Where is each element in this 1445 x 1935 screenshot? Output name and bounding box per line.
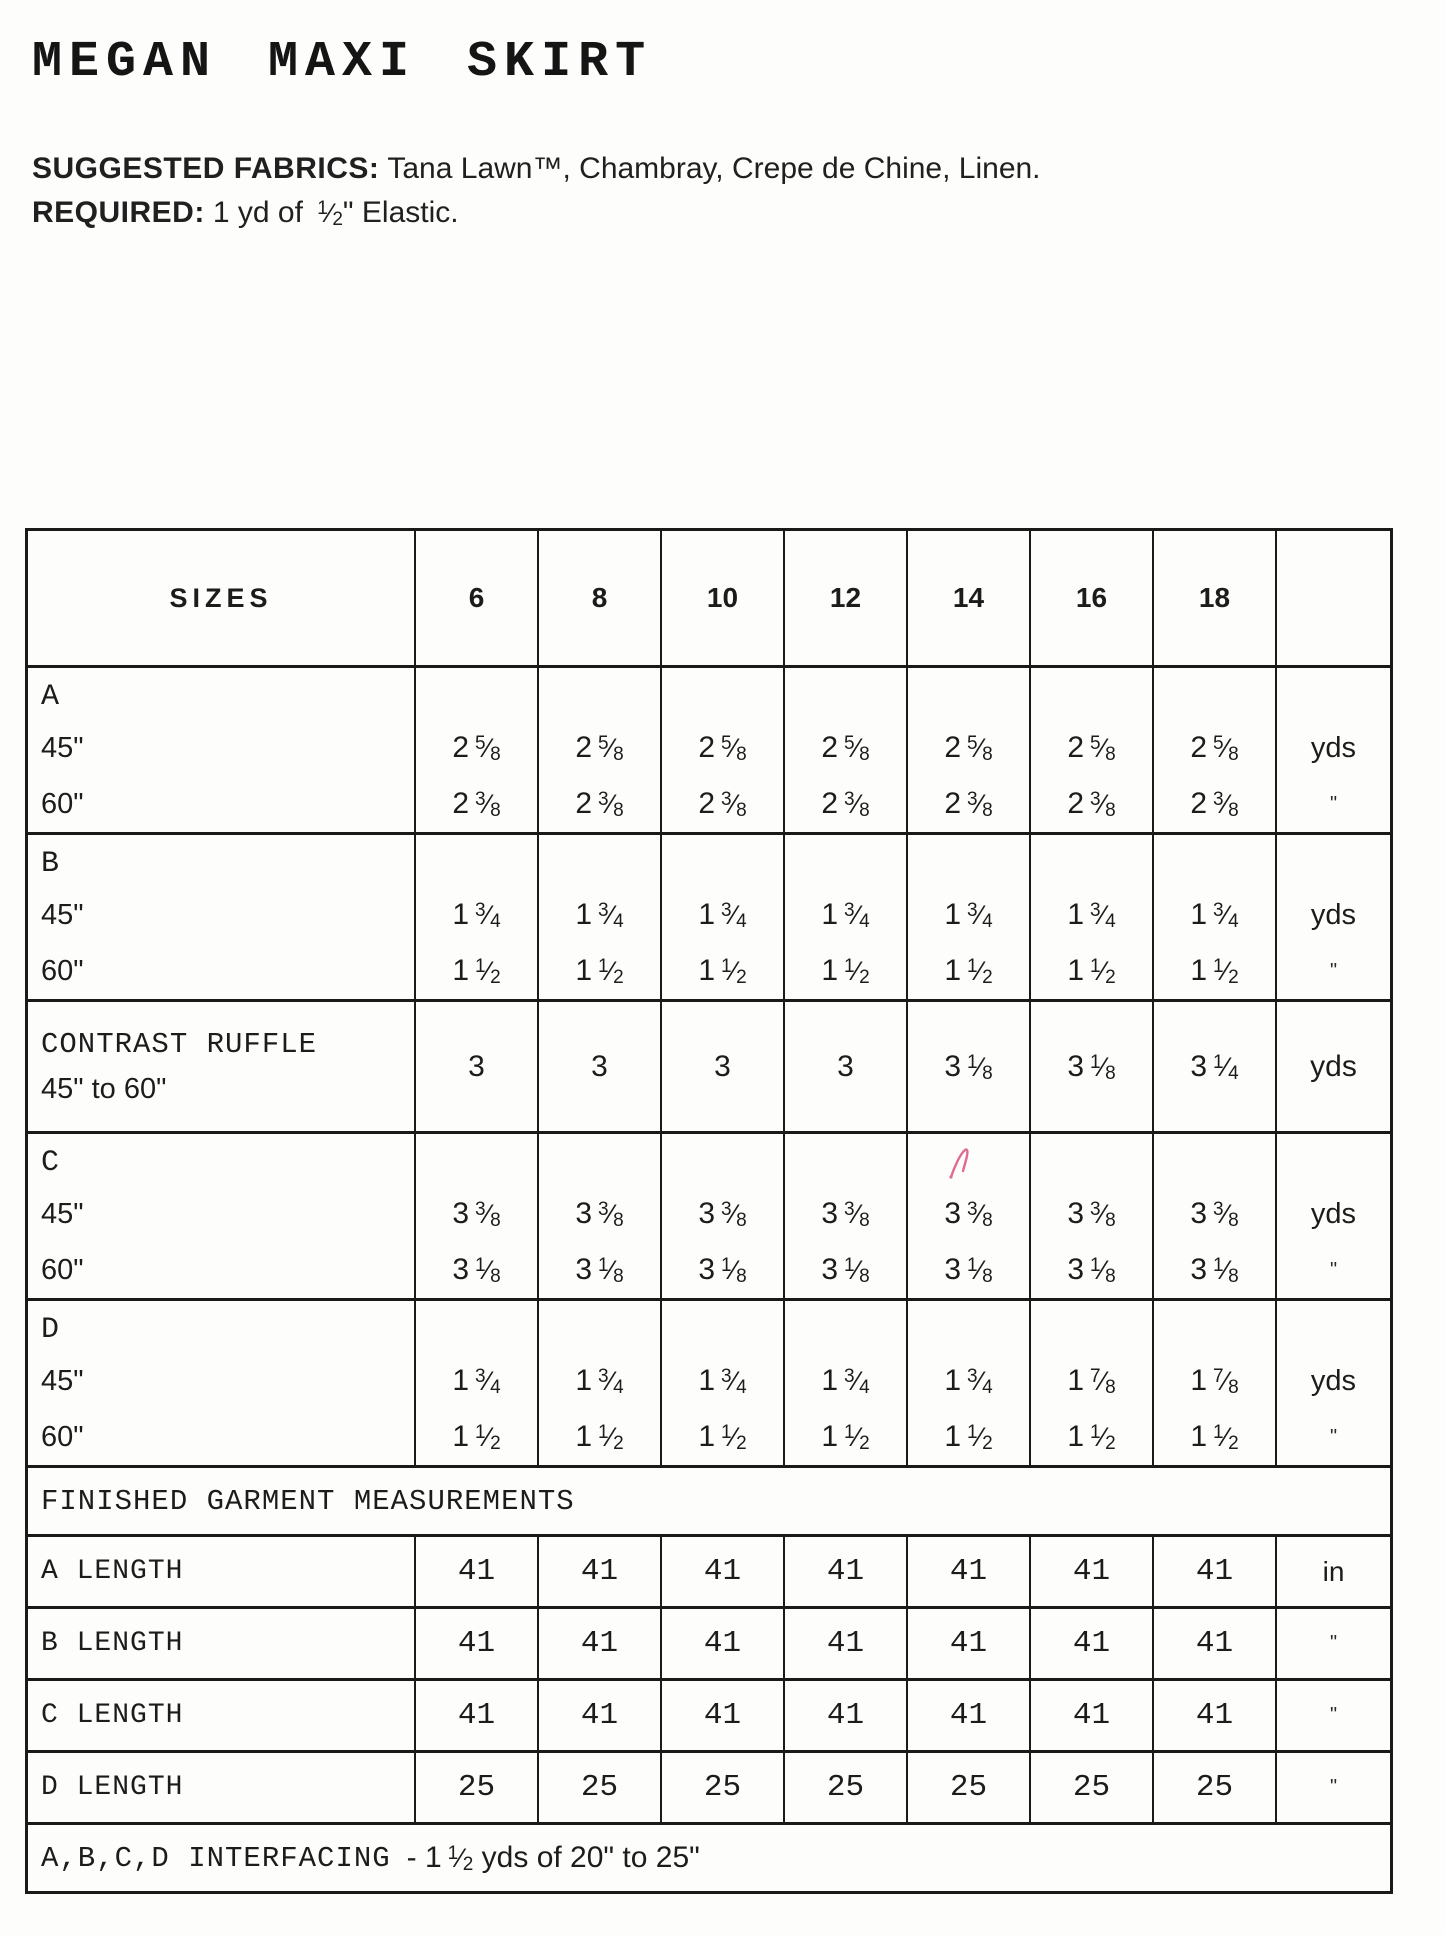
yardage-cell — [660, 1134, 783, 1298]
yardage-45: 2 $^5⁄_8$ — [452, 731, 501, 765]
yardage-cell — [660, 1301, 783, 1465]
fabrics-line — [32, 147, 1445, 191]
ditto-mark: " — [1329, 792, 1338, 815]
length-value: 41 — [783, 1681, 906, 1750]
length-value: 41 — [906, 1681, 1029, 1750]
view-letter: C — [41, 1146, 60, 1180]
size-col-header-6: 6 — [414, 531, 537, 665]
fabric-table — [25, 528, 1393, 1894]
ditto-mark: " — [1329, 959, 1338, 982]
ditto-mark: " — [1329, 1632, 1338, 1654]
yardage-45: 3 $^3⁄_8$ — [452, 1197, 501, 1231]
row-c-length — [28, 1678, 1390, 1750]
ruffle-label: CONTRAST RUFFLE — [41, 1027, 318, 1061]
length-value: 41 — [1029, 1609, 1152, 1678]
unit-col-header — [1275, 531, 1390, 665]
yardage-60: 3 $^1⁄_8$ — [698, 1253, 747, 1287]
size-col-header-16: 16 — [1029, 531, 1152, 665]
length-value: 41 — [1152, 1537, 1275, 1606]
length-value: 25 — [537, 1753, 660, 1822]
width-label-60: 60" — [41, 1253, 84, 1286]
yardage-60: 2 $^3⁄_8$ — [944, 787, 993, 821]
length-value: 41 — [1029, 1537, 1152, 1606]
row-a-length — [28, 1534, 1390, 1606]
yardage-60: 2 $^3⁄_8$ — [1067, 787, 1116, 821]
length-value: 41 — [414, 1609, 537, 1678]
unit-label: yds — [1310, 1364, 1357, 1397]
length-value: 41 — [1029, 1681, 1152, 1750]
length-value: 41 — [537, 1609, 660, 1678]
length-value: 41 — [660, 1537, 783, 1606]
yardage-45: 1 $^3⁄_4$ — [452, 898, 501, 932]
unit-cell — [1275, 1301, 1390, 1465]
width-label-45: 45" — [41, 1197, 84, 1230]
row-d-length — [28, 1750, 1390, 1822]
unit-cell — [1275, 835, 1390, 999]
yardage-cell: 3 — [660, 1002, 783, 1131]
yardage-cell — [1029, 1301, 1152, 1465]
yardage-60: 2 $^3⁄_8$ — [1190, 787, 1239, 821]
yardage-60: 3 $^1⁄_8$ — [944, 1253, 993, 1287]
length-label: B LENGTH — [41, 1628, 184, 1659]
ditto-mark: " — [1329, 1425, 1338, 1448]
yardage-45: 1 $^3⁄_4$ — [698, 1364, 747, 1398]
pink-pencil-mark — [944, 1144, 978, 1186]
page-title: MEGAN MAXI SKIRT — [32, 34, 653, 91]
unit-cell: yds — [1275, 1002, 1390, 1131]
yardage-cell — [906, 1301, 1029, 1465]
view-letter: A — [41, 680, 60, 714]
yardage-45: 1 $^3⁄_4$ — [575, 1364, 624, 1398]
yardage-60: 1 $^1⁄_2$ — [575, 954, 624, 988]
yardage-cell — [537, 835, 660, 999]
yardage-cell — [414, 835, 537, 999]
section-label-cell — [28, 1134, 414, 1298]
unit-cell — [1275, 1609, 1390, 1678]
length-label: A LENGTH — [41, 1556, 184, 1587]
length-value: 41 — [414, 1681, 537, 1750]
yardage-60: 1 $^1⁄_2$ — [698, 1420, 747, 1454]
yardage-60: 1 $^1⁄_2$ — [944, 954, 993, 988]
unit-ditto — [1277, 943, 1390, 999]
yardage-cell: 3 $^1⁄_8$ — [1029, 1002, 1152, 1131]
yardage-60: 3 $^1⁄_8$ — [1190, 1253, 1239, 1287]
ditto-mark: " — [1329, 1776, 1338, 1798]
yardage-60: 1 $^1⁄_2$ — [1067, 954, 1116, 988]
yardage-60: 1 $^1⁄_2$ — [821, 1420, 870, 1454]
length-value: 41 — [414, 1537, 537, 1606]
yardage-cell: 3 $^1⁄_8$ — [906, 1002, 1029, 1131]
unit-cell — [1275, 1134, 1390, 1298]
yardage-cell — [414, 1301, 537, 1465]
length-value: 41 — [783, 1537, 906, 1606]
length-value: 41 — [537, 1681, 660, 1750]
yardage-cell: 3 — [414, 1002, 537, 1131]
yardage-60: 1 $^1⁄_2$ — [698, 954, 747, 988]
table-header-row — [28, 531, 1390, 665]
size-col-header-12: 12 — [783, 531, 906, 665]
yardage-45: 1 $^3⁄_4$ — [452, 1364, 501, 1398]
yardage-45: 2 $^5⁄_8$ — [1067, 731, 1116, 765]
size-col-header-8: 8 — [537, 531, 660, 665]
length-value: 25 — [783, 1753, 906, 1822]
yardage-60: 1 $^1⁄_2$ — [1190, 954, 1239, 988]
yardage-cell — [660, 668, 783, 832]
required-line — [32, 191, 1445, 235]
yardage-cell — [1152, 668, 1275, 832]
unit-label: yds — [1310, 731, 1357, 764]
yardage-cell — [1029, 668, 1152, 832]
finished-garment-label: FINISHED GARMENT MEASUREMENTS — [41, 1484, 575, 1518]
yardage-cell — [1152, 1301, 1275, 1465]
interfacing-row — [28, 1822, 1390, 1891]
size-col-header-10: 10 — [660, 531, 783, 665]
yardage-section-D — [28, 1298, 1390, 1465]
yardage-60: 2 $^3⁄_8$ — [698, 787, 747, 821]
yardage-60: 1 $^1⁄_2$ — [452, 954, 501, 988]
yardage-45: 1 $^3⁄_4$ — [944, 898, 993, 932]
yardage-45: 1 $^7⁄_8$ — [1190, 1364, 1239, 1398]
yardage-cell — [1029, 835, 1152, 999]
section-label-cell — [28, 1002, 414, 1131]
yardage-60: 1 $^1⁄_2$ — [575, 1420, 624, 1454]
yardage-45: 1 $^3⁄_4$ — [575, 898, 624, 932]
section-label-cell — [28, 1301, 414, 1465]
unit-ditto — [1277, 776, 1390, 832]
width-label-45: 45" — [41, 898, 84, 931]
width-label-60: 60" — [41, 954, 84, 987]
interfacing-note — [28, 1825, 1390, 1891]
ditto-mark: " — [1329, 1704, 1338, 1726]
view-letter: B — [41, 847, 60, 881]
yardage-cell: 3 — [783, 1002, 906, 1131]
yardage-45: 1 $^3⁄_4$ — [1067, 898, 1116, 932]
yardage-45: 2 $^5⁄_8$ — [1190, 731, 1239, 765]
section-label-cell — [28, 835, 414, 999]
yardage-60: 2 $^3⁄_8$ — [821, 787, 870, 821]
yardage-45: 2 $^5⁄_8$ — [575, 731, 624, 765]
yardage-45: 3 $^3⁄_8$ — [698, 1197, 747, 1231]
finished-garment-band — [28, 1465, 1390, 1534]
unit-ditto — [1277, 1242, 1390, 1298]
yardage-60: 1 $^1⁄_2$ — [452, 1420, 501, 1454]
length-value: 25 — [414, 1753, 537, 1822]
unit-cell — [1275, 1681, 1390, 1750]
length-value: 25 — [1152, 1753, 1275, 1822]
yardage-cell — [537, 1134, 660, 1298]
length-label: D LENGTH — [41, 1772, 184, 1803]
length-value: 41 — [660, 1681, 783, 1750]
yardage-45: 3 $^3⁄_8$ — [1067, 1197, 1116, 1231]
length-value: 25 — [906, 1753, 1029, 1822]
yardage-60: 1 $^1⁄_2$ — [821, 954, 870, 988]
yardage-45: 1 $^3⁄_4$ — [821, 1364, 870, 1398]
yardage-section-B — [28, 832, 1390, 999]
length-value: 41 — [660, 1609, 783, 1678]
unit-label: yds — [1310, 898, 1357, 931]
yardage-45: 2 $^5⁄_8$ — [821, 731, 870, 765]
yardage-45: 3 $^3⁄_8$ — [575, 1197, 624, 1231]
width-label-60: 60" — [41, 1420, 84, 1453]
required-label: REQUIRED: — [32, 196, 205, 229]
yardage-cell — [414, 1134, 537, 1298]
yardage-60: 3 $^1⁄_8$ — [821, 1253, 870, 1287]
yardage-45: 1 $^3⁄_4$ — [1190, 898, 1239, 932]
width-label-45: 45" — [41, 731, 84, 764]
yardage-section-A — [28, 665, 1390, 832]
interfacing-label: A,B,C,D INTERFACING — [41, 1841, 391, 1875]
length-value: 41 — [783, 1609, 906, 1678]
yardage-cell — [537, 668, 660, 832]
fabrics-value: Tana Lawn™, Chambray, Crepe de Chine, Linen. — [387, 152, 1041, 185]
yardage-45: 1 $^7⁄_8$ — [1067, 1364, 1116, 1398]
row-b-length — [28, 1606, 1390, 1678]
yardage-45: 3 $^3⁄_8$ — [1190, 1197, 1239, 1231]
yardage-60: 3 $^1⁄_8$ — [575, 1253, 624, 1287]
unit-cell: in — [1275, 1537, 1390, 1606]
yardage-cell — [783, 1134, 906, 1298]
yardage-45: 1 $^3⁄_4$ — [821, 898, 870, 932]
section-label-cell — [28, 668, 414, 832]
length-value: 25 — [1029, 1753, 1152, 1822]
yardage-cell — [1029, 1134, 1152, 1298]
length-value: 41 — [906, 1537, 1029, 1606]
yardage-section-C — [28, 1131, 1390, 1298]
length-value: 25 — [660, 1753, 783, 1822]
yardage-cell: 3 $^1⁄_4$ — [1152, 1002, 1275, 1131]
yardage-cell — [906, 1134, 1029, 1298]
yardage-60: 2 $^3⁄_8$ — [575, 787, 624, 821]
yardage-45: 3 $^3⁄_8$ — [821, 1197, 870, 1231]
yardage-45: 3 $^3⁄_8$ — [944, 1197, 993, 1231]
length-value: 41 — [537, 1537, 660, 1606]
yardage-60: 1 $^1⁄_2$ — [944, 1420, 993, 1454]
contrast-ruffle-section — [28, 999, 1390, 1131]
yardage-cell — [1152, 835, 1275, 999]
yardage-cell — [783, 668, 906, 832]
yardage-60: 1 $^1⁄_2$ — [1067, 1420, 1116, 1454]
unit-ditto — [1277, 1409, 1390, 1465]
view-letter: D — [41, 1313, 60, 1347]
yardage-60: 2 $^3⁄_8$ — [452, 787, 501, 821]
interfacing-detail: - 1 $^1⁄_2$ yds of 20" to 25" — [406, 1841, 700, 1875]
yardage-45: 2 $^5⁄_8$ — [944, 731, 993, 765]
length-value: 41 — [1152, 1681, 1275, 1750]
size-col-header-18: 18 — [1152, 531, 1275, 665]
unit-label: yds — [1310, 1197, 1357, 1230]
ruffle-width-label: 45" to 60" — [41, 1072, 167, 1105]
fabrics-label: SUGGESTED FABRICS: — [32, 152, 380, 185]
yardage-cell — [1152, 1134, 1275, 1298]
yardage-60: 1 $^1⁄_2$ — [1190, 1420, 1239, 1454]
yardage-cell — [783, 835, 906, 999]
yardage-cell — [660, 835, 783, 999]
length-value: 41 — [1152, 1609, 1275, 1678]
yardage-cell — [783, 1301, 906, 1465]
unit-cell — [1275, 668, 1390, 832]
yardage-cell: 3 — [537, 1002, 660, 1131]
length-label: C LENGTH — [41, 1700, 184, 1731]
yardage-cell — [906, 835, 1029, 999]
sizes-header: SIZES — [169, 582, 273, 613]
yardage-60: 3 $^1⁄_8$ — [452, 1253, 501, 1287]
yardage-cell — [537, 1301, 660, 1465]
yardage-cell — [906, 668, 1029, 832]
length-value: 41 — [906, 1609, 1029, 1678]
yardage-45: 2 $^5⁄_8$ — [698, 731, 747, 765]
required-value: 1 yd of $^1⁄_2$" Elastic. — [212, 196, 459, 230]
ditto-mark: " — [1329, 1258, 1338, 1281]
yardage-45: 1 $^3⁄_4$ — [944, 1364, 993, 1398]
width-label-45: 45" — [41, 1364, 84, 1397]
yardage-cell — [414, 668, 537, 832]
yardage-45: 1 $^3⁄_4$ — [698, 898, 747, 932]
width-label-60: 60" — [41, 787, 84, 820]
size-col-header-14: 14 — [906, 531, 1029, 665]
yardage-60: 3 $^1⁄_8$ — [1067, 1253, 1116, 1287]
unit-cell — [1275, 1753, 1390, 1822]
